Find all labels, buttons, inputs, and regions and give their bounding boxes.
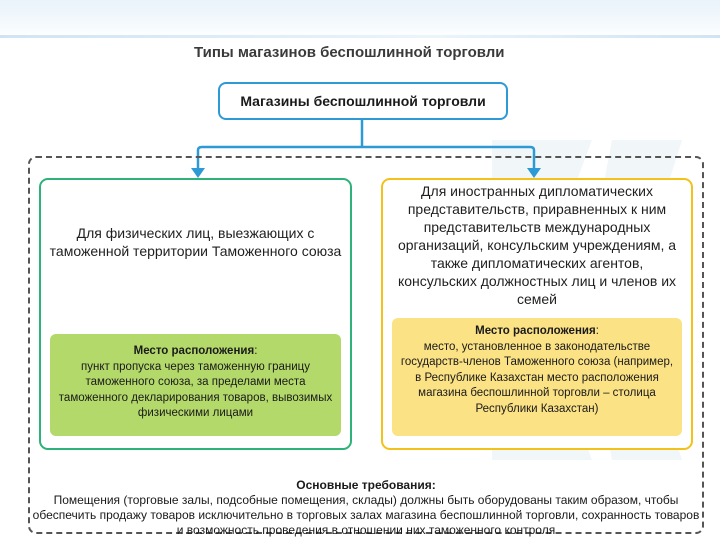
left-panel-text: Для физических лиц, выезжающих с таможенной территории Таможенного союза bbox=[49, 225, 342, 259]
right-panel-text: Для иностранных дипломатических представительств, приравненных к ним представительств международных организаций, консульским учреждениям, а также дипломатических агентов, консульских должностных лиц и членов их семей bbox=[397, 183, 677, 307]
left-location-colon: : bbox=[254, 345, 258, 357]
right-location-box bbox=[392, 318, 682, 436]
right-location-text: место, установленное в законодательстве государств-членов Таможенного союза (например, в Республике Казахстан место расположения магазина беспошлинной торговли – столица Республики Казахстан) bbox=[400, 340, 674, 415]
requirements-heading: Основные требования: bbox=[296, 478, 436, 492]
requirements-text: Помещения (торговые залы, подсобные помещения, склады) должны быть оборудованы таким образом, чтобы обеспечить продажу товаров исключительно в торговых залах магазина беспошлинной торговли, сохранность товаров и возможность проведения в отношении них таможенного контроля bbox=[32, 493, 700, 537]
requirements-block bbox=[30, 478, 702, 538]
page-title: Типы магазинов беспошлинной торговли bbox=[194, 44, 505, 61]
right-location-heading: Место расположения bbox=[475, 325, 596, 337]
right-location-colon: : bbox=[595, 325, 599, 337]
root-node-label: Магазины беспошлинной торговли bbox=[240, 93, 486, 109]
left-location-box bbox=[50, 334, 341, 436]
right-panel-diplomatic bbox=[381, 178, 693, 450]
left-location-text: пункт пропуска через таможенную границу таможенного союза, за пределами места таможенного декларирования товаров, вывозимых физическими лицами bbox=[58, 360, 333, 419]
left-panel-individuals bbox=[39, 178, 352, 450]
left-location-heading: Место расположения bbox=[133, 345, 255, 357]
